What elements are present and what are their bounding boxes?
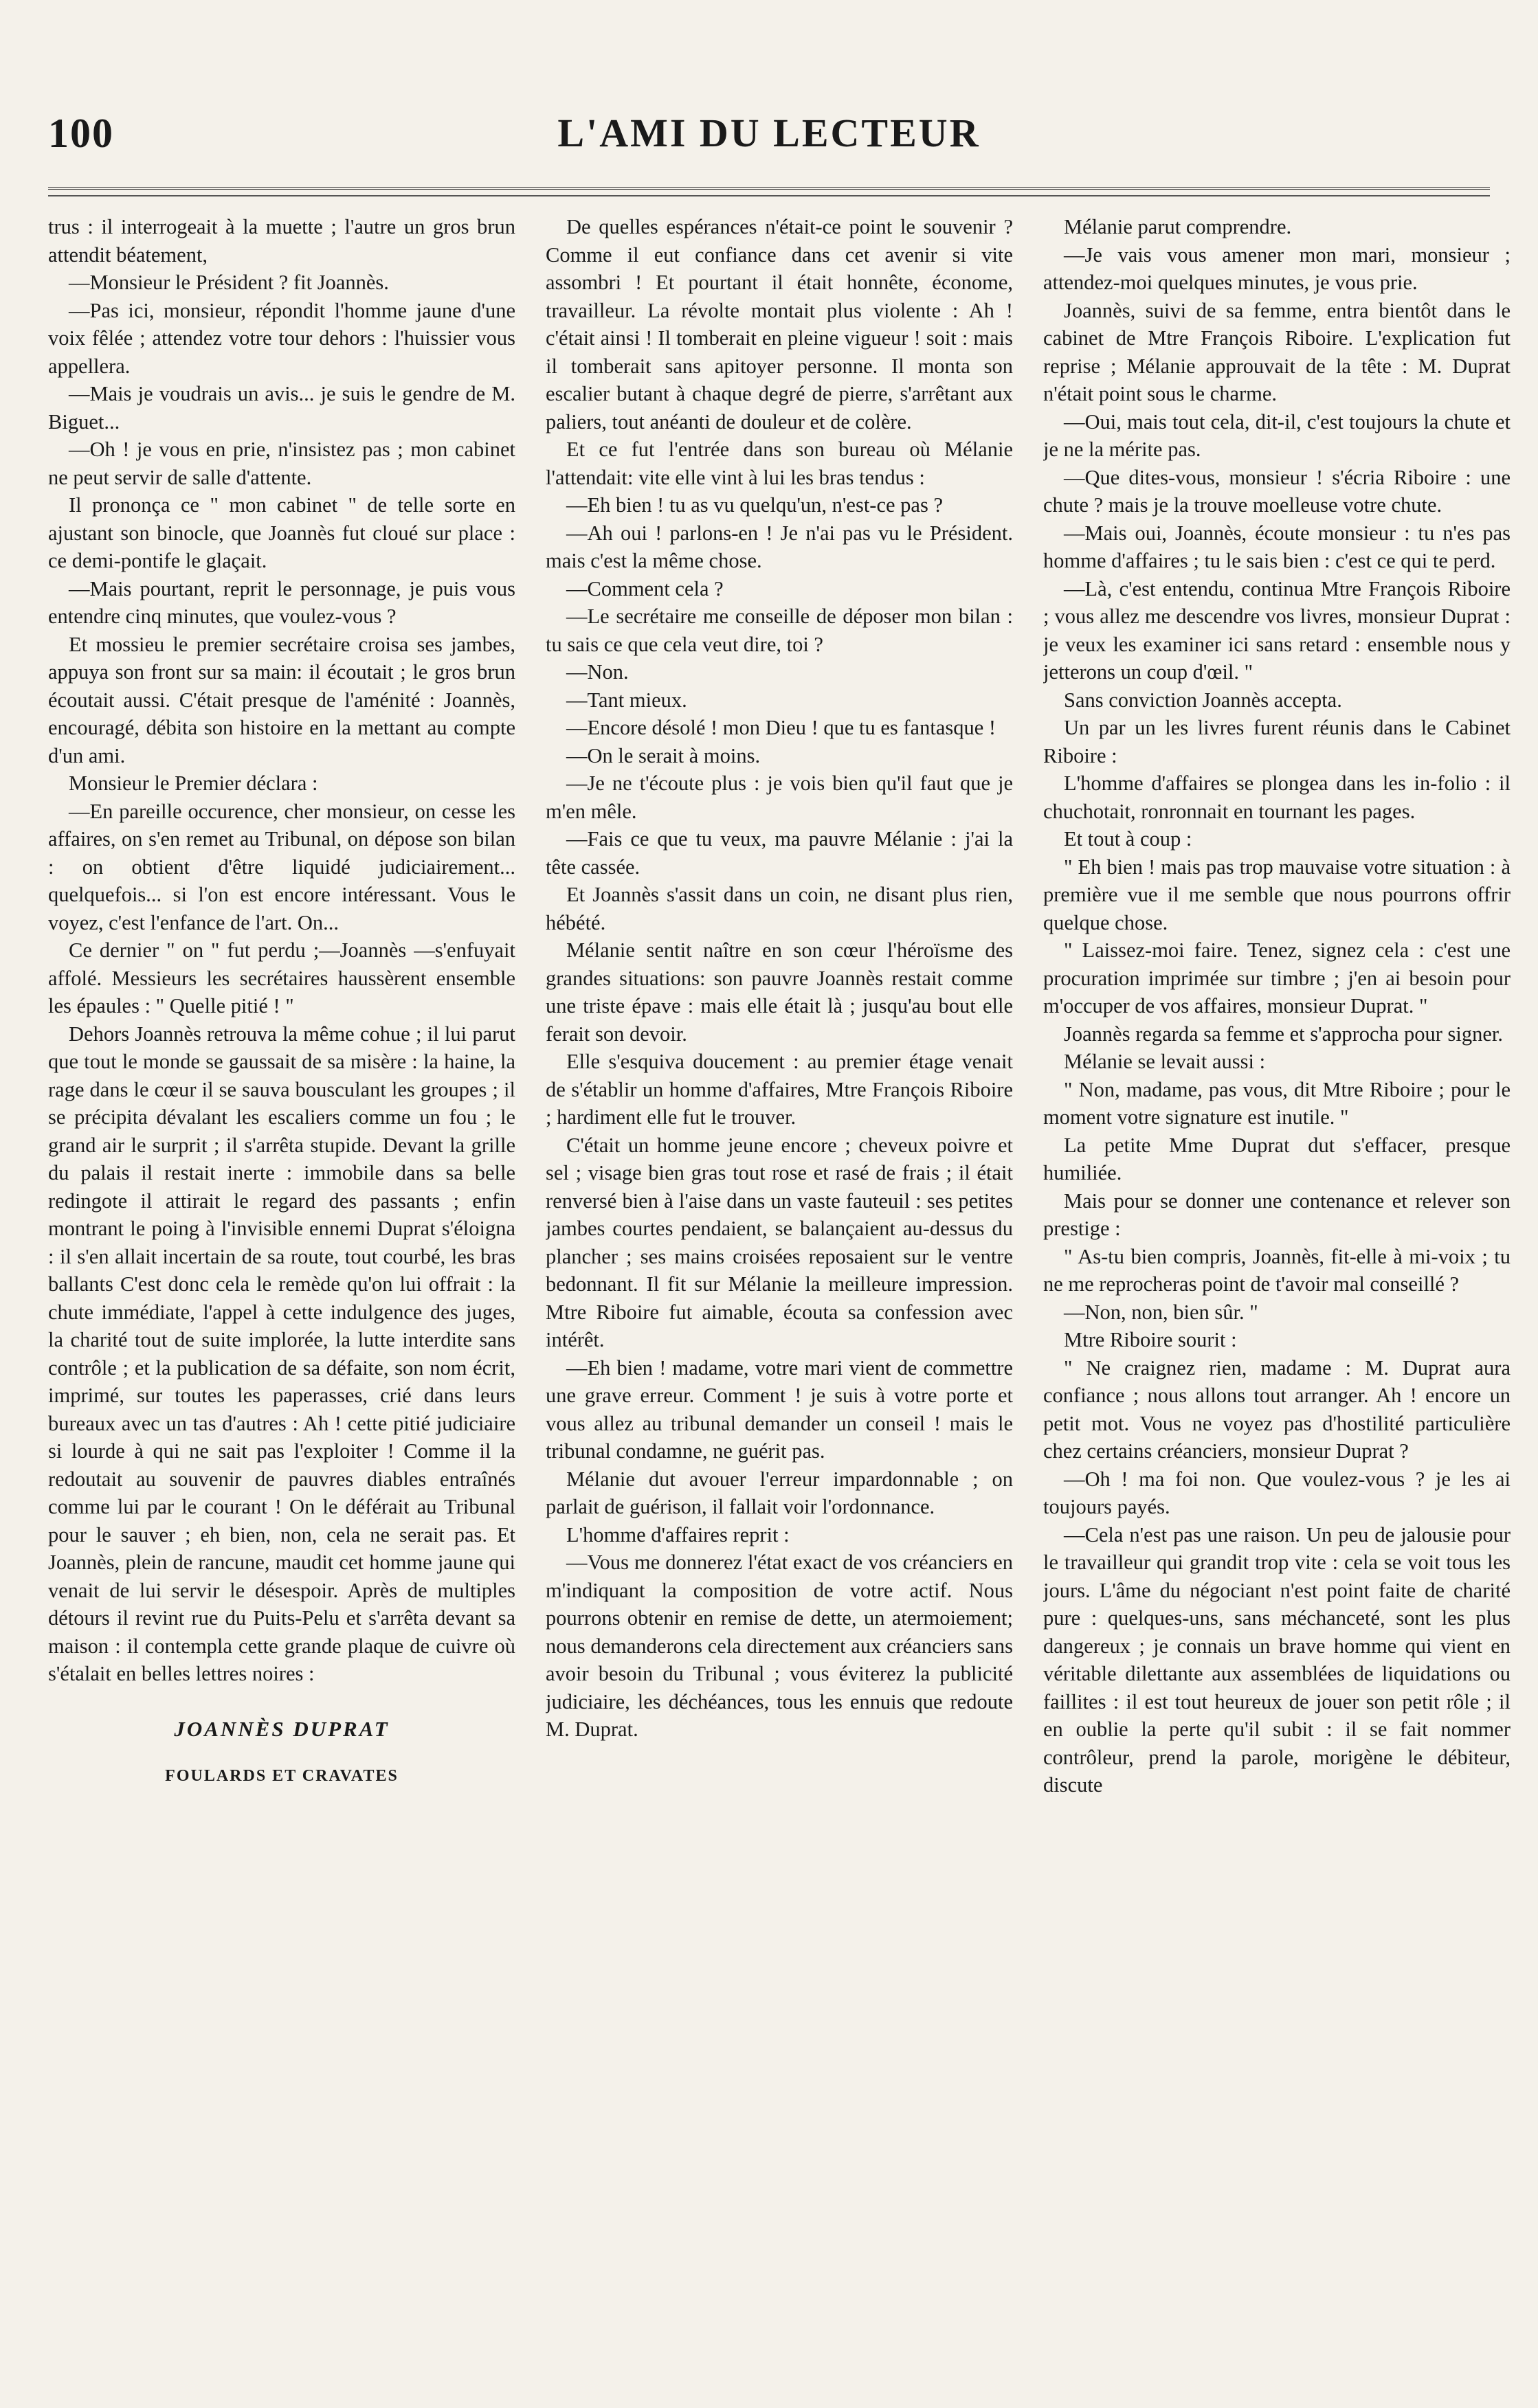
running-title: L'AMI DU LECTEUR [557, 111, 981, 155]
paragraph: —Là, c'est entendu, continua Mtre François Riboire ; vous allez me descendre vos livres, monsieur Duprat : je veux les examiner ici sans retard : ensemble nous y jetterons un coup d'œil. " [1043, 576, 1511, 684]
paragraph: —En pareille occurence, cher monsieur, on cesse les affaires, on s'en remet au Tribunal, on dépose son bilan : on obtient d'être liquidé judiciairement... quelquefois... si l'on est encore intéressant. Vous le voyez, c'est l'enfance de l'art. On... [48, 799, 515, 934]
paragraph: —Cela n'est pas une raison. Un peu de jalousie pour le travailleur qui grandit trop vite : cela se voit tous les jours. L'âme du négociant n'est point faite de charité pure : quelques-uns, sans méchanceté, sont les plus dangereux ; je connais un brave homme qui vient en véritable dilettante aux assemblées de liquidations ou faillites : il est tout heureux de jouer son petit rôle ; il en oublie la perte qu'il subit : il se fait nommer contrôleur, prend la parole, morigène le débiteur, discute [1043, 1522, 1511, 1797]
paragraph: —Pas ici, monsieur, répondit l'homme jaune d'une voix fêlée ; attendez votre tour dehors : l'huissier vous appellera. [48, 298, 515, 378]
column-2 [546, 213, 1013, 2367]
paragraph: —Mais je voudrais un avis... je suis le gendre de M. Biguet... [48, 382, 515, 434]
paragraph: —Tant mieux. [566, 688, 687, 712]
paragraph: —Monsieur le Président ? fit Joannès. [69, 271, 389, 294]
paragraph: —Mais oui, Joannès, écoute monsieur : tu n'es pas homme d'affaires ; tu le sais bien : c'est ce qui te perd. [1043, 521, 1511, 572]
paragraph: —Oh ! je vous en prie, n'insistez pas ; mon cabinet ne peut servir de salle d'attente. [48, 438, 515, 489]
paragraph: —On le serait à moins. [566, 743, 761, 767]
paragraph: La petite Mme Duprat dut s'effacer, presque humiliée. [1043, 1133, 1511, 1184]
paragraph: —Que dites-vous, monsieur ! s'écria Riboire : une chute ? mais je la trouve moelleuse votre chute. [1043, 465, 1511, 517]
paragraph: Elle s'esquiva doucement : au premier étage venait de s'établir un homme d'affaires, Mtre François Riboire ; hardiment elle fut le trouver. [546, 1050, 1013, 1129]
paragraph: —Oh ! ma foi non. Que voulez-vous ? je les ai toujours payés. [1043, 1467, 1511, 1518]
paragraph: " Laissez-moi faire. Tenez, signez cela : c'est une procuration imprimée sur timbre ; j'en ai besoin pour m'occuper de vos affaires, monsieur Duprat. " [1043, 938, 1511, 1017]
paragraph: Mélanie parut comprendre. [1064, 215, 1292, 238]
paragraph: —Non, non, bien sûr. " [1064, 1300, 1258, 1324]
paragraph: —Mais pourtant, reprit le personnage, je puis vous entendre cinq minutes, que voulez-vous ? [48, 576, 515, 628]
paragraph: Et mossieu le premier secrétaire croisa ses jambes, appuya son front sur sa main: il écoutait ; le gros brun écoutait aussi. C'était presque de l'aménité : Joannès, encouragé, débita son histoire en la mettant au compte d'un ami. [48, 632, 515, 767]
column-1 [48, 213, 515, 2367]
paragraph: —Vous me donnerez l'état exact de vos créanciers en m'indiquant la composition de votre actif. Nous pourrons obtenir en remise de dette, un atermoiement; nous demanderons cela directement aux créanciers sans avoir besoin du Tribunal ; vous éviterez la publicité judiciaire, les déchéances, tous les ennuis que redoute M. Duprat. [546, 1551, 1013, 1741]
paragraph: L'homme d'affaires reprit : [566, 1522, 790, 1546]
paragraph: —Encore désolé ! mon Dieu ! que tu es fantasque ! [566, 716, 996, 739]
paragraph: Monsieur le Premier déclara : [69, 772, 318, 795]
paragraph: —Oui, mais tout cela, dit-il, c'est toujours la chute et je ne la mérite pas. [1043, 409, 1511, 461]
paragraph: Mélanie sentit naître en son cœur l'héroïsme des grandes situations: son pauvre Joannès restait comme une triste épave : mais elle était là ; jusqu'au bout elle ferait son devoir. [546, 938, 1013, 1046]
paragraph: L'homme d'affaires se plongea dans les in-folio : il chuchotait, ronronnait en tournant les pages. [1043, 772, 1511, 823]
paragraph: Il prononça ce " mon cabinet " de telle sorte en ajustant son binocle, que Joannès fut cloué sur place : ce demi-pontife le glaçait. [48, 493, 515, 572]
paragraph: Dehors Joannès retrouva la même cohue ; il lui parut que tout le monde se gaussait de sa misère : la haine, la rage dans le cœur il se sauva bousculant les groupes ; il se précipita dévalant les escaliers comme un fou ; le grand air le surprit ; il s'arrêta stupide. Devant la grille du palais il restait inerte : immobile dans sa belle redingote il attirait le regard des passants ; enfin montrant le poing à l'invisible ennemi Duprat s'éloigna : il s'en allait incertain de sa route, tout courbé, les bras ballants C'est donc cela le remède qu'on lui offrait : la chute immédiate, l'appel à cette indulgence des juges, la charité tout de suite implorée, la lutte interdite sans contrôle ; et la publication de sa défaite, son nom écrit, imprimé, sur toutes les paperasses, crié dans leurs bureaux avec un tas d'autres : Ah ! cette pitié judiciaire si lourde à qui ne sait pas l'exploiter ! Comme il la redoutait au souvenir de pauvres diables entraînés comme lui par le courant ! On le déférait au Tribunal pour le sauver ; eh bien, non, cela ne serait pas. Et Joannès, plein de rancune, maudit cet homme jaune qui venait de lui servir le désespoir. Après de multiples détours il revint rue du Puits-Pelu et s'arrêta devant sa maison : il contempla cette grande plaque de cuivre où s'étalait en belles lettres noires : [48, 1022, 515, 1685]
paragraph: Joannès regarda sa femme et s'approcha pour signer. [1064, 1022, 1503, 1046]
paragraph: Mélanie dut avouer l'erreur impardonnable ; on parlait de guérison, il fallait voir l'ordonnance. [546, 1467, 1013, 1518]
paragraph: Ce dernier " on " fut perdu ;—Joannès —s'enfuyait affolé. Messieurs les secrétaires haussèrent ensemble les épaules : " Quelle pitié ! " [48, 938, 515, 1017]
paragraph: Et ce fut l'entrée dans son bureau où Mélanie l'attendait: vite elle vint à lui les bras tendus : [546, 438, 1013, 489]
paragraph: " Non, madame, pas vous, dit Mtre Riboire ; pour le moment votre signature est inutile. " [1043, 1077, 1511, 1129]
paragraph: Mais pour se donner une contenance et relever son prestige : [1043, 1189, 1511, 1240]
paragraph: —Le secrétaire me conseille de déposer mon bilan : tu sais ce que cela veut dire, toi ? [546, 605, 1013, 656]
header-rule [48, 187, 1490, 190]
paragraph: —Non. [566, 660, 629, 684]
paragraph: C'était un homme jeune encore ; cheveux poivre et sel ; visage bien gras tout rose et rasé de frais ; il était renversé bien à l'aise dans un vaste fauteuil : ses petites jambes courtes pendaient, se balançaient au-dessus du plancher ; ses mains croisées reposaient sur le ventre bedonnant. Il fit sur Mélanie la meilleure impression. Mtre Riboire fut aimable, écouta sa confession avec intérêt. [546, 1133, 1013, 1351]
paragraph: De quelles espérances n'était-ce point le souvenir ? Comme il eut confiance dans cet avenir si vite assombri ! Et pourtant il était honnête, économe, travailleur. La révolte montait plus violente : Ah ! c'était ainsi ! Il tomberait en pleine vigueur ! soit : mais il tomberait sans apitoyer personne. Il monta son escalier butant à chaque degré de pierre, s'arrêtant aux paliers, tout anéanti de douleur et de colère. [546, 215, 1013, 434]
paragraph: Un par un les livres furent réunis dans le Cabinet Riboire : [1043, 716, 1511, 767]
paragraph: trus : il interrogeait à la muette ; l'autre un gros brun attendit béatement, [48, 215, 515, 267]
page-header [48, 103, 1490, 179]
paragraph: Mtre Riboire sourit : [1064, 1328, 1237, 1351]
signboard-trade: FOULARDS ET CRAVATES [165, 1767, 399, 1785]
column-3 [1043, 213, 1511, 2367]
paragraph: —Fais ce que tu veux, ma pauvre Mélanie : j'ai la tête cassée. [546, 827, 1013, 879]
paragraph: " As-tu bien compris, Joannès, fit-elle à mi-voix ; tu ne me reprocheras point de t'avoir mal conseillé ? [1043, 1244, 1511, 1296]
paragraph: Sans conviction Joannès accepta. [1064, 688, 1342, 712]
paragraph: Et Joannès s'assit dans un coin, ne disant plus rien, hébété. [546, 883, 1013, 934]
paragraph: —Comment cela ? [566, 576, 724, 600]
paragraph: —Je ne t'écoute plus : je vois bien qu'il faut que je m'en mêle. [546, 772, 1013, 823]
paragraph: —Eh bien ! madame, votre mari vient de commettre une grave erreur. Comment ! je suis à votre porte et vous allez au tribunal demander un conseil ! mais le tribunal condamne, ne guérit pas. [546, 1355, 1013, 1463]
paragraph: —Je vais vous amener mon mari, monsieur ; attendez-moi quelques minutes, je vous prie. [1043, 243, 1511, 294]
paragraph: Mélanie se levait aussi : [1064, 1050, 1266, 1073]
paragraph: —Ah oui ! parlons-en ! Je n'ai pas vu le Président. mais c'est la même chose. [546, 521, 1013, 572]
paragraph: " Ne craignez rien, madame : M. Duprat aura confiance ; nous allons tout arranger. Ah ! encore un petit mot. Vous ne voyez pas d'hostilité particulière chez certains créanciers, monsieur Duprat ? [1043, 1355, 1511, 1463]
paragraph: Et tout à coup : [1064, 827, 1192, 851]
paragraph: —Eh bien ! tu as vu quelqu'un, n'est-ce pas ? [566, 493, 943, 517]
signboard-name: JOANNÈS DUPRAT [174, 1716, 390, 1741]
text-columns [48, 213, 1511, 2367]
page-number: 100 [48, 111, 114, 156]
paragraph: Joannès, suivi de sa femme, entra bientôt dans le cabinet de Mtre François Riboire. L'explication fut reprise ; Mélanie approuvait de la tête : M. Duprat n'était point sous le charme. [1043, 298, 1511, 405]
paragraph: " Eh bien ! mais pas trop mauvaise votre situation : à première vue il me semble que nous pourrons offrir quelque chose. [1043, 855, 1511, 934]
header-rule-thin [48, 195, 1490, 196]
